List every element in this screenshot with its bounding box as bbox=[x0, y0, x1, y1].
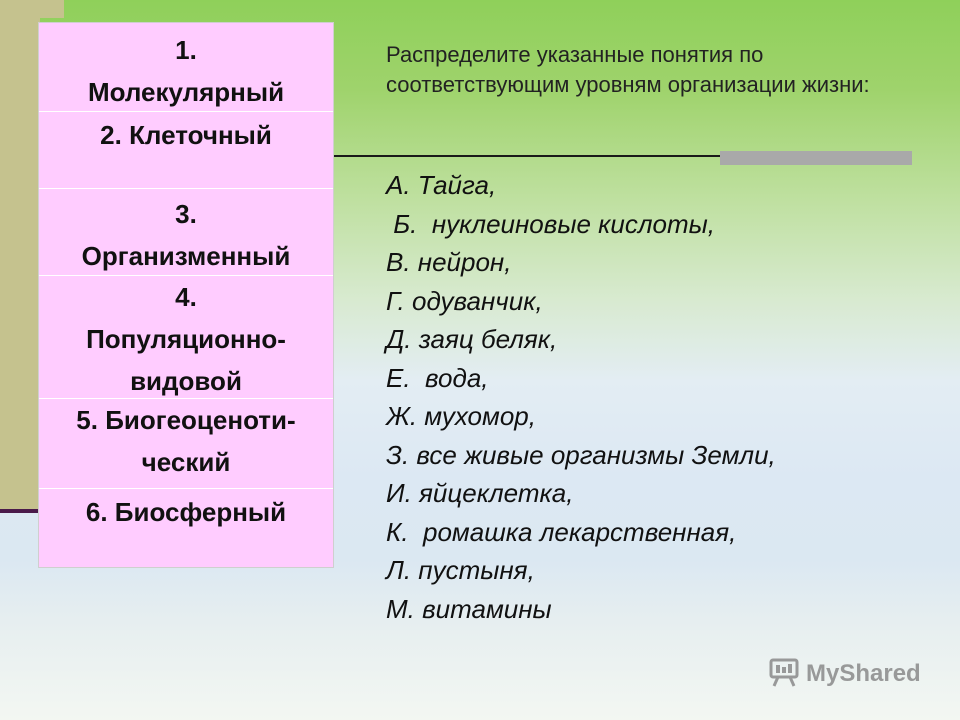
level-label-6: 6. Биосферный bbox=[85, 497, 287, 527]
level-cell-4 bbox=[39, 276, 333, 399]
concept-item: М. витамины bbox=[386, 593, 552, 624]
left-accent-strip bbox=[0, 0, 40, 510]
level-cell-3 bbox=[39, 189, 333, 276]
concept-item: Д. заяц беляк, bbox=[386, 324, 558, 354]
accent-line bbox=[0, 509, 40, 513]
level-cell-6 bbox=[39, 489, 333, 567]
task-title: Распределите указанные понятия по соответствующим уровням организации жизни: bbox=[386, 42, 870, 97]
concept-item: Е. вода, bbox=[386, 362, 489, 393]
level-cell-1 bbox=[39, 23, 333, 112]
divider-gray-bar bbox=[720, 151, 912, 165]
level-label-2: 2. Клеточный bbox=[100, 120, 272, 150]
level-cell-5 bbox=[39, 399, 333, 489]
concept-item: И. яйцеклетка, bbox=[386, 478, 574, 508]
levels-table bbox=[38, 22, 334, 568]
concept-item: Ж. мухомор, bbox=[386, 401, 536, 431]
top-accent-strip bbox=[0, 0, 64, 18]
level-label-1: 1. Молекулярный bbox=[87, 35, 285, 107]
concept-item: А. Тайга, bbox=[386, 170, 497, 200]
level-label-4: 4. Популяционно- видовой bbox=[86, 282, 286, 396]
level-label-3: 3. Организменный bbox=[81, 199, 291, 271]
presentation-board-icon bbox=[768, 656, 800, 693]
level-label-5: 5. Биогеоценоти- ческий bbox=[76, 405, 296, 477]
concept-item: З. все живые организмы Земли, bbox=[386, 439, 776, 470]
concept-item: К. ромашка лекарственная, bbox=[386, 516, 737, 547]
concept-item: Л. пустыня, bbox=[386, 555, 535, 585]
concept-item: Г. одуванчик, bbox=[386, 285, 543, 316]
level-cell-2 bbox=[39, 112, 333, 189]
watermark-text: MyShared bbox=[806, 660, 921, 687]
concept-item: В. нейрон, bbox=[386, 247, 512, 277]
concept-list bbox=[386, 166, 776, 628]
concept-item: Б. нуклеиновые кислоты, bbox=[386, 208, 716, 239]
watermark bbox=[768, 657, 921, 691]
